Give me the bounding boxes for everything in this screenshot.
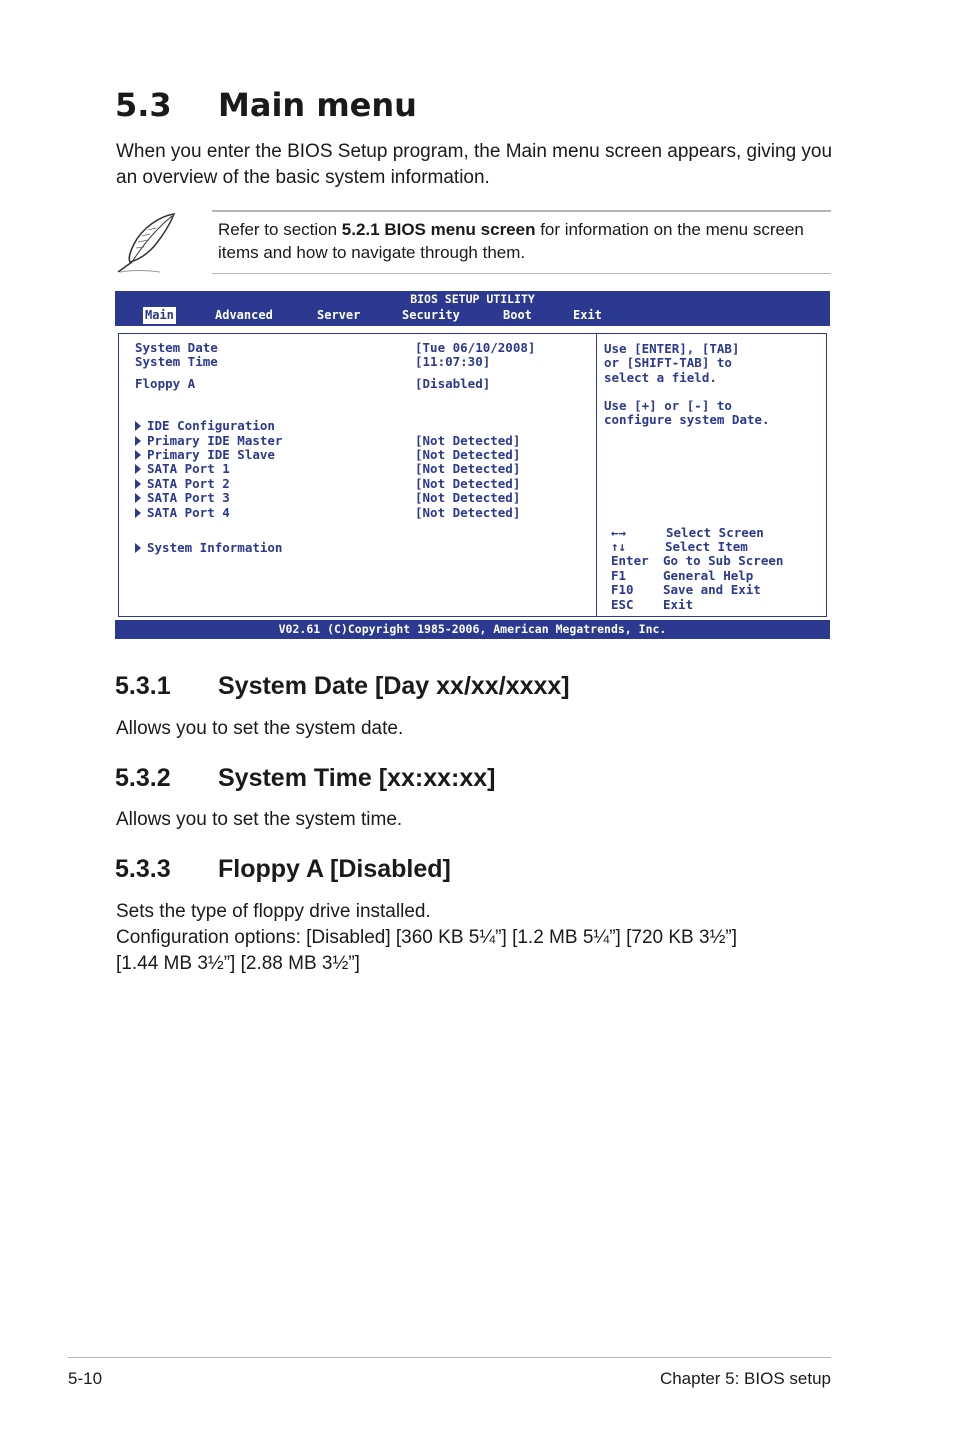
bios-screenshot bbox=[115, 291, 830, 639]
floppy-a-value[interactable]: [Disabled] bbox=[415, 376, 491, 391]
submenu-arrow-icon bbox=[135, 508, 141, 518]
system-date-label[interactable]: System Date bbox=[135, 340, 218, 355]
submenu-arrow-icon bbox=[135, 421, 141, 431]
submenu-label: SATA Port 2 bbox=[147, 476, 230, 491]
sata-port-3-value: [Not Detected] bbox=[415, 490, 521, 505]
page-title bbox=[115, 86, 417, 124]
help-line: configure system Date. bbox=[604, 412, 770, 427]
submenu-arrow-icon bbox=[135, 493, 141, 503]
note-rule-bottom bbox=[212, 273, 831, 274]
submenu-sata-port-3[interactable] bbox=[135, 490, 230, 505]
key-enter: Enter bbox=[611, 553, 649, 568]
subsection-title: Floppy A [Disabled] bbox=[218, 855, 451, 883]
key-desc: General Help bbox=[663, 568, 754, 583]
submenu-system-information[interactable] bbox=[135, 540, 282, 555]
submenu-sata-port-4[interactable] bbox=[135, 505, 230, 520]
tab-exit[interactable]: Exit bbox=[573, 308, 602, 322]
submenu-label: IDE Configuration bbox=[147, 418, 275, 433]
primary-ide-master-value: [Not Detected] bbox=[415, 433, 521, 448]
submenu-label: SATA Port 3 bbox=[147, 490, 230, 505]
submenu-arrow-icon bbox=[135, 436, 141, 446]
note-section-ref: 5.2.1 BIOS menu screen bbox=[341, 220, 536, 239]
submenu-sata-port-1[interactable] bbox=[135, 461, 230, 476]
section-number: 5.3 bbox=[115, 86, 172, 124]
help-line: select a field. bbox=[604, 370, 717, 385]
tab-security[interactable]: Security bbox=[402, 308, 460, 322]
submenu-label: Primary IDE Slave bbox=[147, 447, 275, 462]
key-f1: F1 bbox=[611, 568, 627, 583]
intro-paragraph: When you enter the BIOS Setup program, the Main menu screen appears, giving you an overview of the basic system information. bbox=[116, 141, 833, 188]
subsection-number: 5.3.3 bbox=[115, 855, 171, 883]
quill-note-icon bbox=[112, 210, 182, 276]
primary-ide-slave-value: [Not Detected] bbox=[415, 447, 521, 462]
bios-panel-divider bbox=[596, 333, 597, 617]
key-f10: F10 bbox=[611, 582, 634, 597]
system-time-value[interactable]: [11:07:30] bbox=[415, 354, 491, 369]
submenu-arrow-icon bbox=[135, 464, 141, 474]
system-date-value[interactable]: [Tue 06/10/2008] bbox=[415, 340, 536, 355]
key-desc: Select Item bbox=[665, 539, 748, 554]
submenu-primary-ide-slave[interactable] bbox=[135, 447, 275, 462]
footer-rule bbox=[68, 1357, 831, 1358]
sata-port-4-value: [Not Detected] bbox=[415, 505, 521, 520]
system-time-label[interactable]: System Time bbox=[135, 354, 218, 369]
tab-boot[interactable]: Boot bbox=[503, 308, 532, 322]
bios-title: BIOS SETUP UTILITY bbox=[410, 292, 535, 306]
help-line: or [SHIFT-TAB] to bbox=[604, 355, 732, 370]
submenu-primary-ide-master[interactable] bbox=[135, 433, 282, 448]
submenu-label: Primary IDE Master bbox=[147, 433, 283, 448]
submenu-arrow-icon bbox=[135, 450, 141, 460]
system-date-description: Allows you to set the system date. bbox=[116, 718, 404, 739]
subsection-number: 5.3.2 bbox=[115, 764, 171, 792]
tab-advanced[interactable]: Advanced bbox=[215, 308, 273, 322]
note-text bbox=[218, 218, 830, 264]
floppy-a-description: Sets the type of floppy drive installed. bbox=[116, 901, 431, 922]
note-text-after: for information on the menu screen items and how to navigate through them. bbox=[218, 220, 804, 262]
help-line: Use [ENTER], [TAB] bbox=[604, 341, 740, 356]
submenu-sata-port-2[interactable] bbox=[135, 476, 230, 491]
key-desc: Save and Exit bbox=[663, 582, 761, 597]
submenu-label: SATA Port 1 bbox=[147, 461, 230, 476]
note-text-before: Refer to section bbox=[218, 220, 342, 239]
subsection-title: System Date [Day xx/xx/xxxx] bbox=[218, 672, 570, 700]
chapter-label: Chapter 5: BIOS setup bbox=[659, 1369, 831, 1388]
subsection-heading-floppy-a bbox=[115, 855, 451, 884]
note-rule-top bbox=[212, 210, 831, 212]
tab-server[interactable]: Server bbox=[317, 308, 361, 322]
subsection-number: 5.3.1 bbox=[115, 672, 171, 700]
key-esc: ESC bbox=[611, 597, 634, 612]
sata-port-2-value: [Not Detected] bbox=[415, 476, 521, 491]
submenu-label: SATA Port 4 bbox=[147, 505, 230, 520]
submenu-arrow-icon bbox=[135, 479, 141, 489]
key-desc: Go to Sub Screen bbox=[663, 553, 784, 568]
floppy-options-line-2: [1.44 MB 3½”] [2.88 MB 3½”] bbox=[116, 953, 360, 974]
submenu-arrow-icon bbox=[135, 543, 141, 553]
submenu-label: System Information bbox=[147, 540, 283, 555]
key-left-right-arrows: ←→ bbox=[611, 525, 627, 540]
subsection-heading-system-time bbox=[115, 764, 495, 793]
subsection-title: System Time [xx:xx:xx] bbox=[218, 764, 496, 792]
key-desc: Exit bbox=[663, 597, 694, 612]
subsection-heading-system-date bbox=[115, 672, 570, 701]
key-desc: Select Screen bbox=[666, 525, 764, 540]
floppy-options-line-1: Configuration options: [Disabled] [360 KB 5¼”] [1.2 MB 5¼”] [720 KB 3½”] bbox=[116, 927, 738, 948]
floppy-a-label[interactable]: Floppy A bbox=[135, 376, 196, 391]
bios-menu-bar bbox=[115, 291, 830, 326]
key-up-down-arrows: ↑↓ bbox=[611, 539, 627, 554]
submenu-ide-configuration[interactable] bbox=[135, 418, 275, 433]
tab-main[interactable]: Main bbox=[145, 308, 174, 322]
section-title: Main menu bbox=[218, 86, 417, 124]
bios-copyright-bar: V02.61 (C)Copyright 1985-2006, American Megatrends, Inc. bbox=[115, 620, 830, 639]
sata-port-1-value: [Not Detected] bbox=[415, 461, 521, 476]
help-line: Use [+] or [-] to bbox=[604, 398, 732, 413]
page-number: 5-10 bbox=[68, 1369, 103, 1388]
system-time-description: Allows you to set the system time. bbox=[116, 809, 403, 830]
